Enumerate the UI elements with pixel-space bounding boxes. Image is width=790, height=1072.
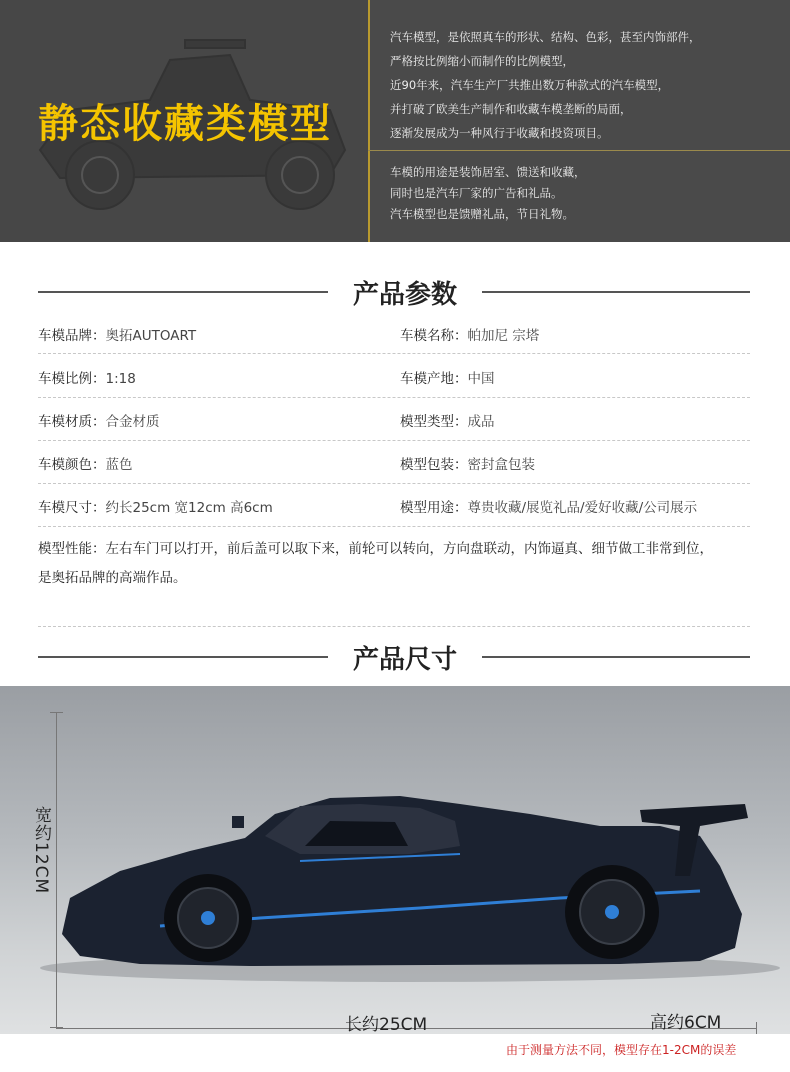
- header-rule-right: [482, 291, 750, 293]
- banner-title: 静态收藏类模型: [38, 100, 332, 147]
- param-key: 车模比例：: [38, 371, 106, 387]
- param-performance: [38, 535, 750, 593]
- banner-line: 严格按比例缩小而制作的比例模型，: [390, 54, 574, 68]
- param-key: 模型类型：: [400, 414, 468, 430]
- param-origin: [400, 367, 495, 387]
- param-value: 中国: [467, 371, 495, 387]
- param-color: [38, 453, 133, 473]
- row-divider: [38, 353, 750, 354]
- param-value: 合金材质: [105, 414, 160, 430]
- param-key: 车模产地：: [400, 371, 468, 387]
- banner-line: 并打破了欧美生产制作和收藏车模垄断的局面，: [390, 102, 632, 116]
- banner-vertical-divider: [368, 0, 370, 242]
- car-photo: [0, 686, 790, 1034]
- param-scale: [38, 367, 136, 387]
- intro-banner: [0, 0, 790, 242]
- banner-line: 汽车模型，是依照真车的形状、结构、色彩，甚至内饰部件，: [390, 30, 701, 44]
- row-divider: [38, 440, 750, 441]
- banner-line: 同时也是汽车厂家的广告和礼品。: [390, 186, 563, 200]
- param-key: 模型用途：: [400, 500, 468, 516]
- banner-line: 车模的用途是装饰居室、馈送和收藏，: [390, 165, 586, 179]
- row-divider: [38, 526, 750, 527]
- banner-line: 汽车模型也是馈赠礼品，节日礼物。: [390, 207, 574, 221]
- param-brand: [38, 324, 196, 344]
- height-label: 高约6CM: [650, 1013, 722, 1033]
- params-section-header: [0, 272, 790, 312]
- measurement-note: 由于测量方法不同，模型存在1-2CM的误差: [506, 1043, 737, 1057]
- param-type: [400, 410, 495, 430]
- width-dimension-tick: [50, 712, 63, 713]
- param-package: [400, 453, 535, 473]
- param-size: [38, 496, 273, 516]
- param-value: 蓝色: [105, 457, 133, 473]
- param-name: [400, 324, 539, 344]
- param-value: 尊贵收藏/展览礼品/爱好收藏/公司展示: [467, 500, 698, 516]
- param-key: 模型包装：: [400, 457, 468, 473]
- param-value: 奥拓AUTOART: [105, 328, 197, 344]
- length-dimension-tick: [756, 1022, 757, 1034]
- performance-line: 模型性能：左右车门可以打开，前后盖可以取下来，前轮可以转向，方向盘联动，内饰逼真、细节做工非常到位，: [38, 541, 713, 557]
- param-value: 成品: [467, 414, 495, 430]
- row-divider: [38, 397, 750, 398]
- param-key: 车模品牌：: [38, 328, 106, 344]
- banner-paragraph-2: [390, 162, 586, 225]
- param-key: 车模尺寸：: [38, 500, 106, 516]
- param-key: 车模颜色：: [38, 457, 106, 473]
- performance-line: 是奥拓品牌的高端作品。: [38, 570, 187, 586]
- size-section-title: 产品尺寸: [352, 645, 457, 675]
- param-key: 车模名称：: [400, 328, 468, 344]
- banner-horizontal-divider: [368, 150, 790, 151]
- row-divider: [38, 626, 750, 627]
- width-label: 宽约12CM: [31, 806, 51, 895]
- header-rule-right: [482, 656, 750, 658]
- banner-line: 近90年来，汽车生产厂共推出数万种款式的汽车模型，: [390, 78, 670, 92]
- param-usage: [400, 496, 697, 516]
- length-label: 长约25CM: [345, 1015, 428, 1035]
- param-value: 1:18: [105, 371, 136, 387]
- param-value: 约长25cm 宽12cm 高6cm: [105, 500, 273, 516]
- row-divider: [38, 483, 750, 484]
- size-section-header: [0, 637, 790, 677]
- param-material: [38, 410, 160, 430]
- param-key: 车模材质：: [38, 414, 106, 430]
- param-value: 密封盒包装: [467, 457, 535, 473]
- banner-paragraph-1: [390, 25, 701, 145]
- params-section-title: 产品参数: [352, 280, 457, 310]
- car-image: [0, 686, 790, 1034]
- width-dimension-line: [56, 712, 57, 1028]
- banner-line: 逐渐发展成为一种风行于收藏和投资项目。: [390, 126, 609, 140]
- param-value: 帕加尼 宗塔: [467, 328, 540, 344]
